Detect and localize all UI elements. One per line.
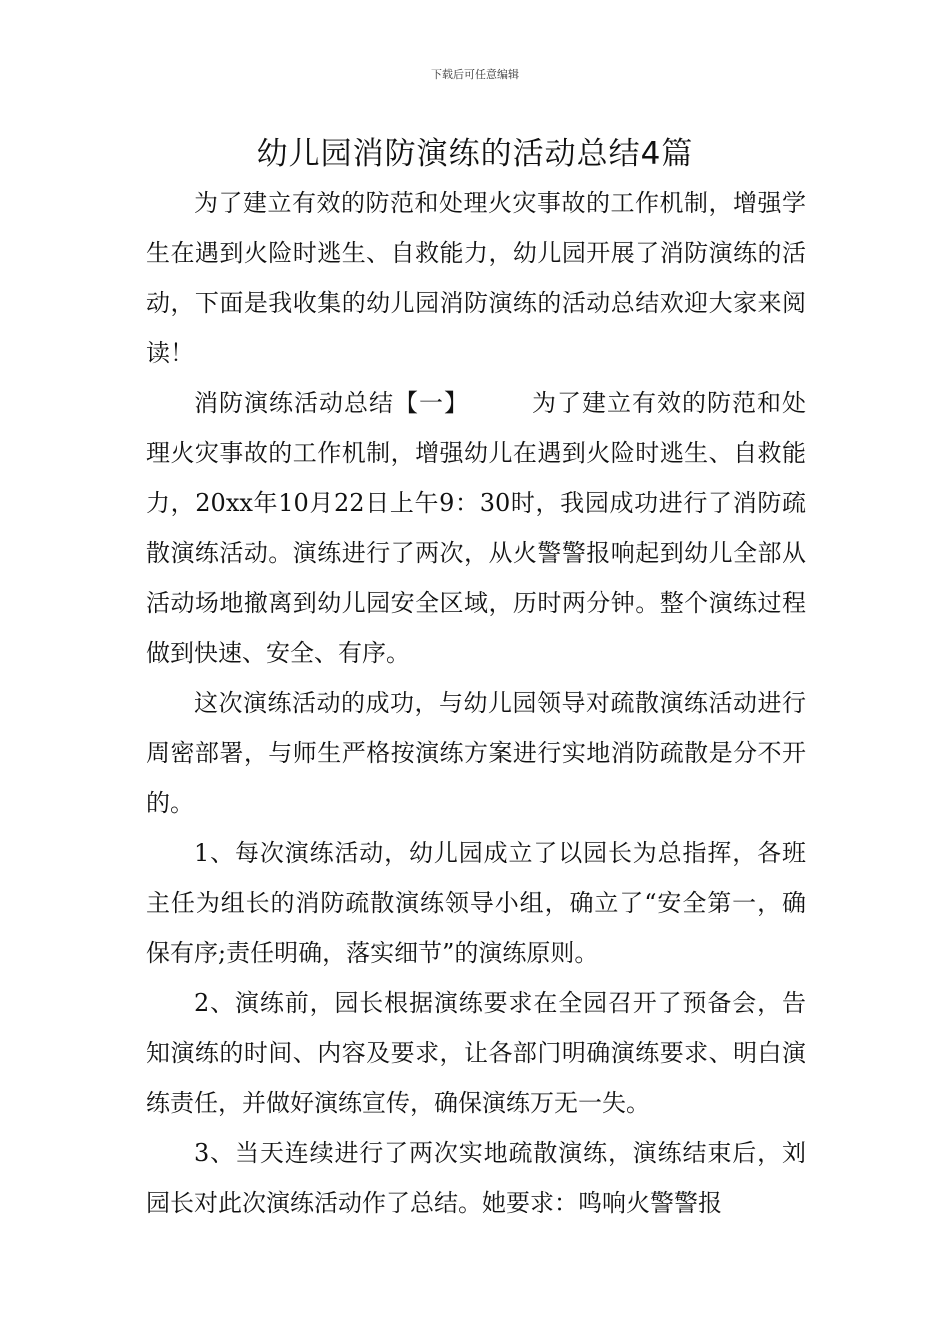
document-body [146, 178, 806, 1228]
section-one-heading: 消防演练活动总结【一】 [194, 389, 469, 417]
paragraph-point-1: 1、每次演练活动，幼儿园成立了以园长为总指挥，各班主任为组长的消防疏散演练领导小组，确立了“安全第一，确保有序;责任明确，落实细节”的演练原则。 [146, 839, 806, 967]
paragraph-point-3: 3、当天连续进行了两次实地疏散演练，演练结束后，刘园长对此次演练活动作了总结。她要求：鸣响火警警报 [146, 1139, 806, 1217]
page-title: 幼儿园消防演练的活动总结4篇 [256, 136, 694, 172]
section-one-paragraph [146, 378, 806, 678]
header-note: 下载后可任意编辑 [431, 68, 519, 81]
paragraph-success: 这次演练活动的成功，与幼儿园领导对疏散演练活动进行周密部署，与师生严格按演练方案进行实地消防疏散是分不开的。 [146, 689, 806, 817]
section-one-text: 为了建立有效的防范和处理火灾事故的工作机制，增强幼儿在遇到火险时逃生、自救能力，20xx年10月22日上午9：30时，我园成功进行了消防疏散演练活动。演练进行了两次，从火警警报响起到幼儿全部从活动场地撤离到幼儿园安全区域，历时两分钟。整个演练过程做到快速、安全、有序。 [146, 389, 806, 667]
paragraph-point-2: 2、演练前，园长根据演练要求在全园召开了预备会，告知演练的时间、内容及要求，让各部门明确演练要求、明白演练责任，并做好演练宣传，确保演练万无一失。 [146, 989, 806, 1117]
intro-paragraph: 为了建立有效的防范和处理火灾事故的工作机制，增强学生在遇到火险时逃生、自救能力，幼儿园开展了消防演练的活动，下面是我收集的幼儿园消防演练的活动总结欢迎大家来阅读！ [146, 189, 806, 367]
